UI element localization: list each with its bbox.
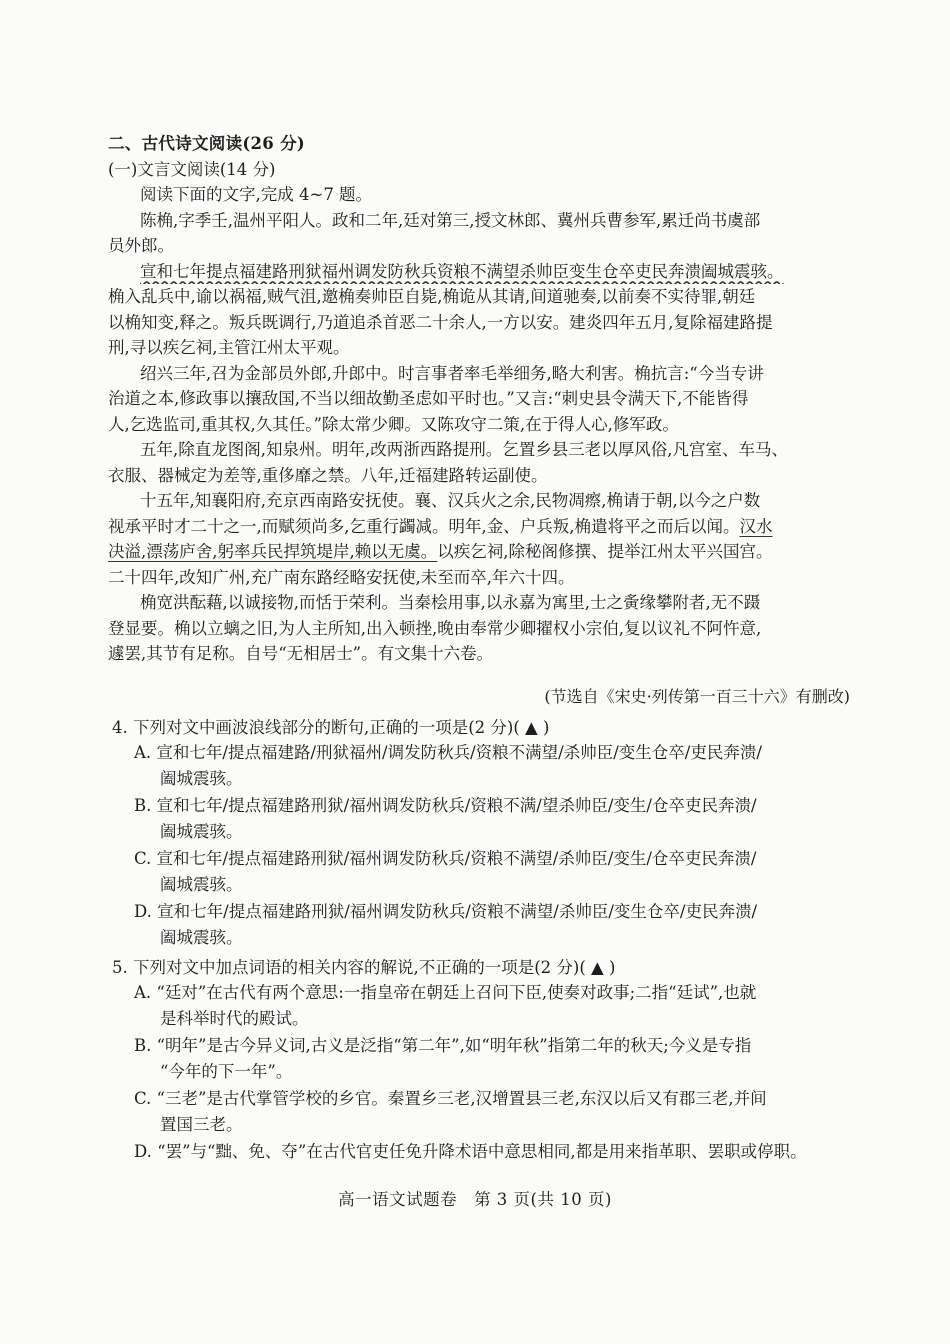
question-5-option-c (134, 1086, 854, 1137)
option-line: B. “明年”是古今异义词,古义是泛指“第二年”,如“明年秋”指第二年的秋天;今义是专指 (134, 1036, 752, 1055)
passage-p1-l2: 员外郎。 (108, 236, 174, 255)
passage-p5-l1: 十五年,知襄阳府,充京西南路安抚使。襄、汉兵火之余,民物凋瘵,桷请于朝,以今之户数 (140, 491, 761, 510)
option-line: 阖城震骇。 (160, 768, 243, 788)
passage-source: (节选自《宋史·列传第一百三十六》有删改) (544, 687, 850, 706)
passage-p6-l1: 桷宽洪酝藉,以诚接物,而恬于荣利。当秦桧用事,以永嘉为寓里,士之夤缘攀附者,无不蹑 (140, 593, 761, 612)
page-footer: 高一语文试题卷 第 3 页(共 10 页) (338, 1190, 612, 1209)
passage-p1-l1: 陈桷,字季壬,温州平阳人。政和二年,廷对第三,授文林郎、冀州兵曹参军,累迁尚书虞部 (140, 210, 761, 230)
passage (108, 182, 848, 667)
passage-p2-l1: 桷入乱兵中,谕以祸福,贼气沮,邀桷奏帅臣自毙,桷诡从其请,间道驰奏,以前奏不实待罪,朝廷 (108, 287, 756, 306)
passage-p4-l2: 衣服、器械定为差等,重侈靡之禁。八年,迁福建路转运副使。 (108, 465, 548, 485)
question-5-option-d (134, 1139, 854, 1165)
passage-p5-l3-text: 以疾乞祠,除秘阁修撰、提举江州太平兴国宫。 (437, 542, 773, 561)
option-line: 阖城震骇。 (160, 927, 243, 947)
underlined-text-1: 汉水 (739, 516, 773, 536)
question-4-option-a (134, 740, 854, 791)
passage-p2-wavy (108, 259, 848, 285)
passage-p6-l3: 遽罢,其节有足称。自号“无相居士”。有文集十六卷。 (108, 644, 494, 663)
option-line: 置国三老。 (160, 1114, 243, 1134)
passage-p3-l1: 绍兴三年,召为金部员外郎,升郎中。时言事者率毛举细务,略大利害。桷抗言:“今当专讲 (140, 363, 764, 383)
question-4-option-d (134, 899, 854, 950)
passage-p6-l2: 登显要。桷以立螭之旧,为人主所知,出入顿挫,晚由奉常少卿擢权小宗伯,复以议礼不阿忤意, (108, 618, 762, 638)
wavy-underline-text: 宣和七年提点福建路刑狱福州调发防秋兵资粮不满望杀帅臣变生仓卒吏民奔溃阖城震骇。 (140, 261, 784, 281)
passage-p4-l1: 五年,除直龙图阁,知泉州。明年,改两浙西路提刑。乞置乡县三老以厚风俗,凡宫室、车马、 (140, 440, 788, 459)
passage-p2-l2: 以桷知变,释之。叛兵既调行,乃道追杀首恶二十余人,一方以安。建炎四年五月,复除福建路提 (108, 312, 773, 332)
passage-intro: 阅读下面的文字,完成 4~7 题。 (140, 185, 373, 204)
option-line: D. 宣和七年/提点福建路刑狱/福州调发防秋兵/资粮不满望/杀帅臣/变生仓卒/吏民奔溃/ (134, 902, 758, 921)
passage-p5-l3 (108, 539, 848, 565)
passage-p5-l2-text: 视承平时才二十之一,而赋须尚多,乞重行蠲减。明年,金、户兵叛,桷遣将平之而后以闻。 (108, 516, 740, 536)
option-line: A. “廷对”在古代有两个意思:一指皇帝在朝廷上召问下臣,使奏对政事;二指“廷试”,也就 (134, 983, 757, 1002)
option-line: C. “三老”是古代掌管学校的乡官。秦置乡三老,汉增置县三老,东汉以后又有郡三老,并间 (134, 1089, 767, 1108)
passage-p5-l4: 二十四年,改知广州,充广南东路经略安抚使,未至而卒,年六十四。 (108, 567, 575, 587)
question-5-option-b (134, 1033, 854, 1084)
question-5-option-a (134, 980, 854, 1031)
passage-p5-l2 (108, 514, 848, 540)
section-title: 二、古代诗文阅读(26 分) (108, 134, 306, 153)
option-line: D. “罢”与“黜、免、夺”在古代官吏任免升降术语中意思相同,都是用来指革职、罢职或停职。 (134, 1142, 807, 1161)
option-line: B. 宣和七年/提点福建路刑狱/福州调发防秋兵/资粮不满/望杀帅臣/变生/仓卒吏民奔溃/ (134, 796, 757, 815)
option-line: A. 宣和七年/提点福建路/刑狱福州/调发防秋兵/资粮不满望/杀帅臣/变生仓卒/吏民奔溃/ (134, 743, 762, 762)
question-5-stem: 5. 下列对文中加点词语的相关内容的解说,不正确的一项是(2 分)( ▲ ) (112, 958, 616, 977)
passage-p2-l3: 刑,寻以疾乞祠,主管江州太平观。 (108, 338, 350, 357)
question-4-option-b (134, 793, 854, 844)
question-4-stem: 4. 下列对文中画波浪线部分的断句,正确的一项是(2 分)( ▲ ) (112, 718, 550, 737)
question-4-option-c (134, 846, 854, 897)
option-line: “今年的下一年”。 (160, 1061, 293, 1081)
option-line: C. 宣和七年/提点福建路刑狱/福州调发防秋兵/资粮不满望/杀帅臣/变生/仓卒吏民奔溃/ (134, 849, 757, 868)
option-line: 阖城震骇。 (160, 874, 243, 894)
passage-p3-l2: 治道之本,修政事以攘敌国,不当以细故勤圣虑如平时也。”又言:“刺史县令满天下,不能皆得 (108, 389, 749, 408)
option-line: 阖城震骇。 (160, 821, 243, 841)
sub-section-title: (一)文言文阅读(14 分) (108, 160, 276, 179)
underlined-text-2: 决溢,漂荡庐舍,躬率兵民捍筑堤岸,赖以无虞。 (108, 542, 438, 561)
option-line: 是科举时代的殿试。 (160, 1008, 309, 1028)
passage-p3-l3: 人,乞选监司,重其权,久其任。”除太常少卿。又陈攻守二策,在于得人心,修军政。 (108, 414, 679, 434)
